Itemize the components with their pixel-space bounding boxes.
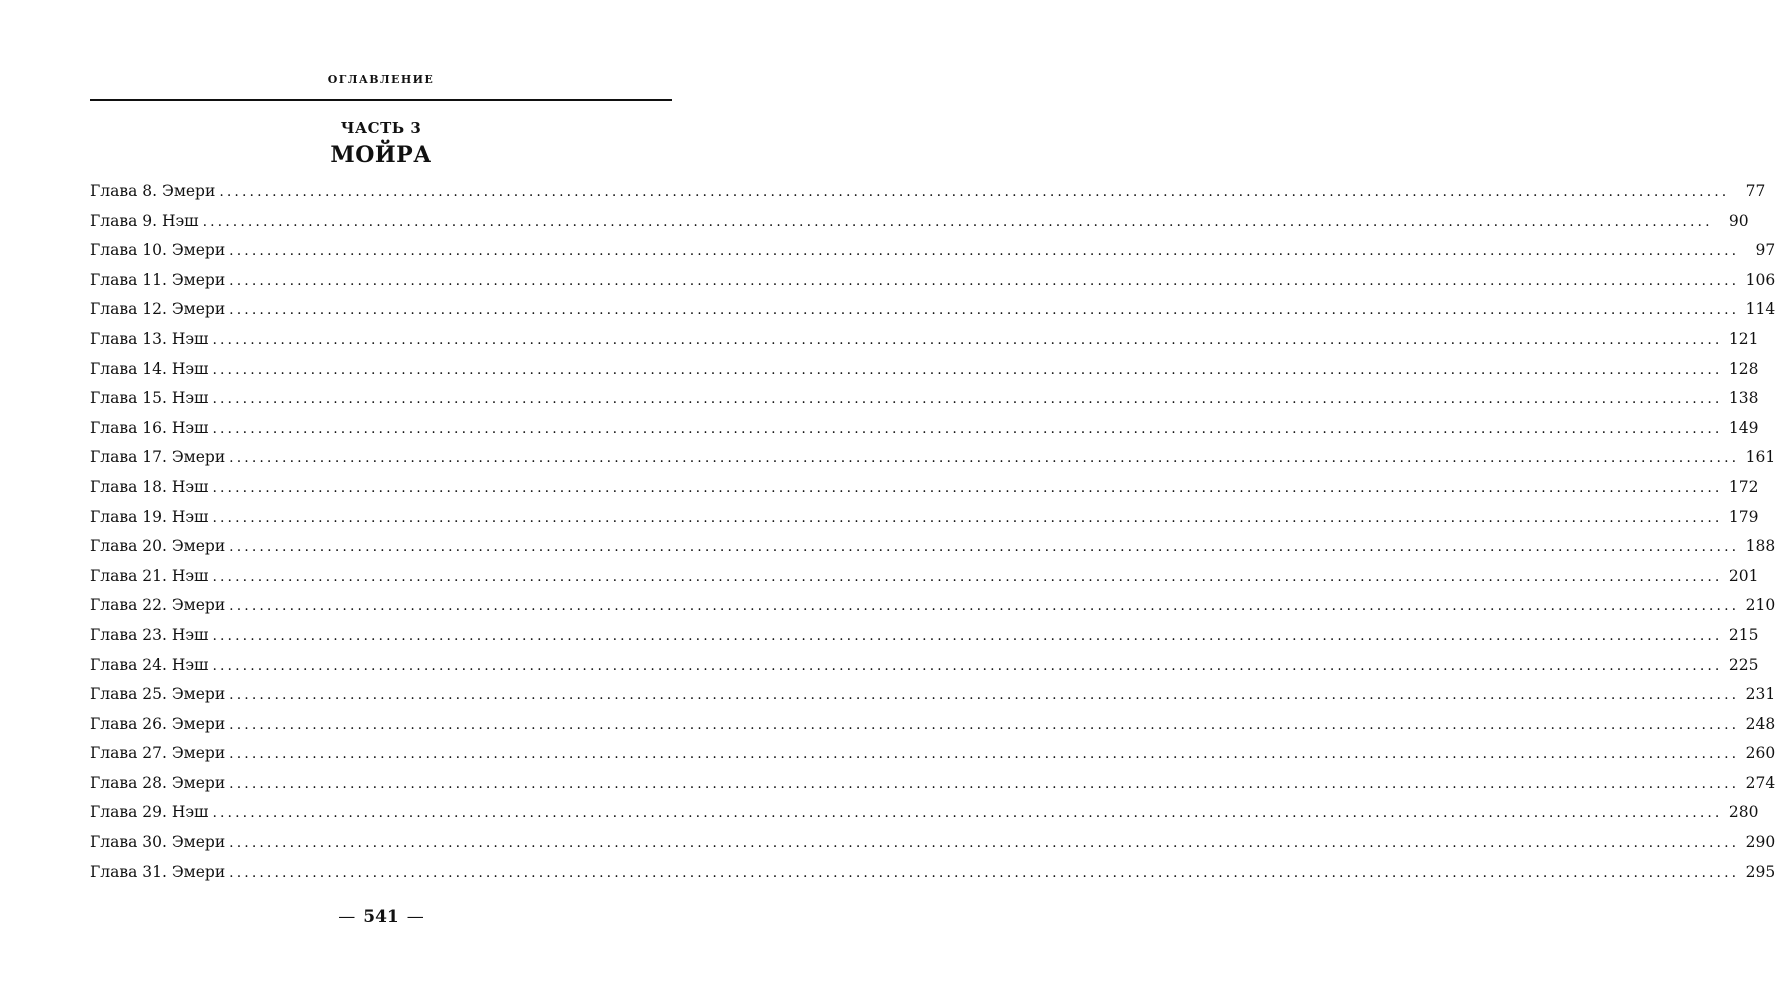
toc-leader-dots: ........................................................................................................................................................................................................ xyxy=(229,835,1740,852)
toc-leader-dots: ........................................................................................................................................................................................................ xyxy=(229,598,1740,615)
toc-entry xyxy=(90,739,1775,769)
toc-entry-page: 121 xyxy=(1728,329,1759,348)
toc-entry-title: Глава 8. Эмери xyxy=(90,182,216,200)
toc-leader-dots: ........................................................................................................................................................................................................ xyxy=(229,687,1740,704)
toc-entry-page: 90 xyxy=(1728,211,1749,230)
toc-entry-title: Глава 9. Нэш xyxy=(90,211,199,230)
toc-leader-dots: ........................................................................................................................................................................................................ xyxy=(212,391,1723,408)
toc-entry xyxy=(90,207,1749,237)
toc-entry-page: 210 xyxy=(1745,596,1775,615)
part-title: МОЙРА xyxy=(330,142,432,168)
toc-entry-title: Глава 25. Эмери xyxy=(90,685,226,704)
toc-entry xyxy=(90,798,1759,828)
toc-entry-title: Глава 26. Эмери xyxy=(90,714,226,733)
toc-entry-title: Глава 30. Эмери xyxy=(90,833,226,852)
toc-entry-title: Глава 23. Нэш xyxy=(90,625,209,644)
toc-leader-dots: ........................................................................................................................................................................................................ xyxy=(212,805,1723,822)
toc-entry xyxy=(90,384,1759,414)
toc-entry-title: Глава 28. Эмери xyxy=(90,773,226,792)
toc-entry xyxy=(90,651,1759,681)
toc-entry-page: 114 xyxy=(1745,300,1775,319)
toc-leader-dots: ........................................................................................................................................................................................................ xyxy=(229,450,1740,467)
toc-leader-dots: ........................................................................................................................................................................................................ xyxy=(212,568,1723,585)
toc-entry-title: Глава 13. Нэш xyxy=(90,329,209,348)
toc-entry xyxy=(90,443,1775,473)
toc-entry-title: Глава 27. Эмери xyxy=(90,744,226,763)
toc-entry-title: Глава 19. Нэш xyxy=(90,507,209,526)
folio-dash-left: — xyxy=(338,907,356,927)
toc-entry-page: 149 xyxy=(1728,418,1759,437)
toc-entry-title: Глава 22. Эмери xyxy=(90,596,226,615)
toc-entry-page: 128 xyxy=(1728,359,1759,378)
toc-entry xyxy=(90,325,1759,355)
toc-entry xyxy=(90,236,1775,266)
toc-entry-page: 231 xyxy=(1745,685,1775,704)
toc-entry-page: 77 xyxy=(1745,182,1766,200)
toc-entry xyxy=(90,355,1759,385)
toc-entry-page: 280 xyxy=(1728,803,1759,822)
toc-entry xyxy=(90,532,1775,562)
toc-entry-page: 97 xyxy=(1755,241,1775,260)
toc-entry-page: 260 xyxy=(1745,744,1775,763)
header-rule xyxy=(90,99,672,101)
toc-entry-page: 161 xyxy=(1745,448,1775,467)
toc-entry xyxy=(90,591,1775,621)
toc-entry xyxy=(90,562,1759,592)
toc-leader-dots: ........................................................................................................................................................................................................ xyxy=(229,746,1740,763)
toc-entry xyxy=(90,177,1766,207)
toc-entry-title: Глава 14. Нэш xyxy=(90,359,209,378)
toc-entry-title: Глава 18. Нэш xyxy=(90,477,209,496)
toc-leader-dots: ........................................................................................................................................................................................................ xyxy=(229,272,1740,289)
toc-entry xyxy=(90,266,1775,296)
toc-leader-dots: ........................................................................................................................................................................................................ xyxy=(212,331,1723,348)
toc-leader-dots: ........................................................................................................................................................................................................ xyxy=(229,243,1740,260)
toc-leader-dots: ........................................................................................................................................................................................................ xyxy=(219,184,1730,200)
toc-leader-dots: ........................................................................................................................................................................................................ xyxy=(212,479,1723,496)
toc-entry-title: Глава 29. Нэш xyxy=(90,803,209,822)
running-head: ОГЛАВЛЕНИЕ xyxy=(327,73,435,86)
toc-entry-title: Глава 21. Нэш xyxy=(90,566,209,585)
toc-leader-dots: ........................................................................................................................................................................................................ xyxy=(212,361,1723,378)
toc-entry xyxy=(90,828,1775,858)
page-number xyxy=(90,907,672,927)
toc-entry-title: Глава 10. Эмери xyxy=(90,241,226,260)
toc-entry-page: 138 xyxy=(1728,389,1759,408)
toc-entry xyxy=(90,621,1759,651)
toc-entry-page: 179 xyxy=(1728,507,1759,526)
toc-entry xyxy=(90,858,1775,888)
toc-entry-title: Глава 11. Эмери xyxy=(90,270,226,289)
toc-entry-page: 290 xyxy=(1745,833,1775,852)
toc-entry-title: Глава 16. Нэш xyxy=(90,418,209,437)
folio-dash-right: — xyxy=(406,907,424,927)
toc-entry-title: Глава 31. Эмери xyxy=(90,862,226,881)
toc-entry-page: 188 xyxy=(1745,537,1775,556)
toc-entry xyxy=(90,473,1759,503)
toc-entry-page: 172 xyxy=(1728,477,1759,496)
toc-entry xyxy=(90,680,1775,710)
toc-leader-dots: ........................................................................................................................................................................................................ xyxy=(229,864,1740,881)
toc-leader-dots: ........................................................................................................................................................................................................ xyxy=(229,716,1740,733)
toc-entry xyxy=(90,503,1759,533)
toc-entry-page: 201 xyxy=(1728,566,1759,585)
toc-leader-dots: ........................................................................................................................................................................................................ xyxy=(212,420,1723,437)
toc-leader-dots: ........................................................................................................................................................................................................ xyxy=(229,775,1740,792)
toc-entry-title: Глава 15. Нэш xyxy=(90,389,209,408)
toc-leader-dots: ........................................................................................................................................................................................................ xyxy=(212,627,1723,644)
toc-entry-title: Глава 20. Эмери xyxy=(90,537,226,556)
toc-leader-dots: ........................................................................................................................................................................................................ xyxy=(212,657,1723,674)
toc-entry-page: 248 xyxy=(1745,714,1775,733)
toc-entry-title: Глава 12. Эмери xyxy=(90,300,226,319)
toc-leader-dots: ........................................................................................................................................................................................................ xyxy=(202,213,1713,230)
toc-entry xyxy=(90,414,1759,444)
toc-leader-dots: ........................................................................................................................................................................................................ xyxy=(229,302,1740,319)
toc-entry-page: 295 xyxy=(1745,862,1775,881)
toc-entry-page: 106 xyxy=(1745,270,1775,289)
toc-entry-title: Глава 24. Нэш xyxy=(90,655,209,674)
toc-entry-title: Глава 17. Эмери xyxy=(90,448,226,467)
toc-entry xyxy=(90,769,1775,799)
part-label: ЧАСТЬ 3 xyxy=(340,119,422,137)
toc-entry-page: 274 xyxy=(1745,773,1775,792)
table-of-contents xyxy=(90,177,1775,887)
toc-entry xyxy=(90,295,1775,325)
toc-leader-dots: ........................................................................................................................................................................................................ xyxy=(212,509,1723,526)
toc-entry-page: 215 xyxy=(1728,625,1759,644)
toc-leader-dots: ........................................................................................................................................................................................................ xyxy=(229,539,1740,556)
folio-number: 541 xyxy=(363,907,399,927)
toc-entry xyxy=(90,710,1775,740)
toc-entry-page: 225 xyxy=(1728,655,1759,674)
